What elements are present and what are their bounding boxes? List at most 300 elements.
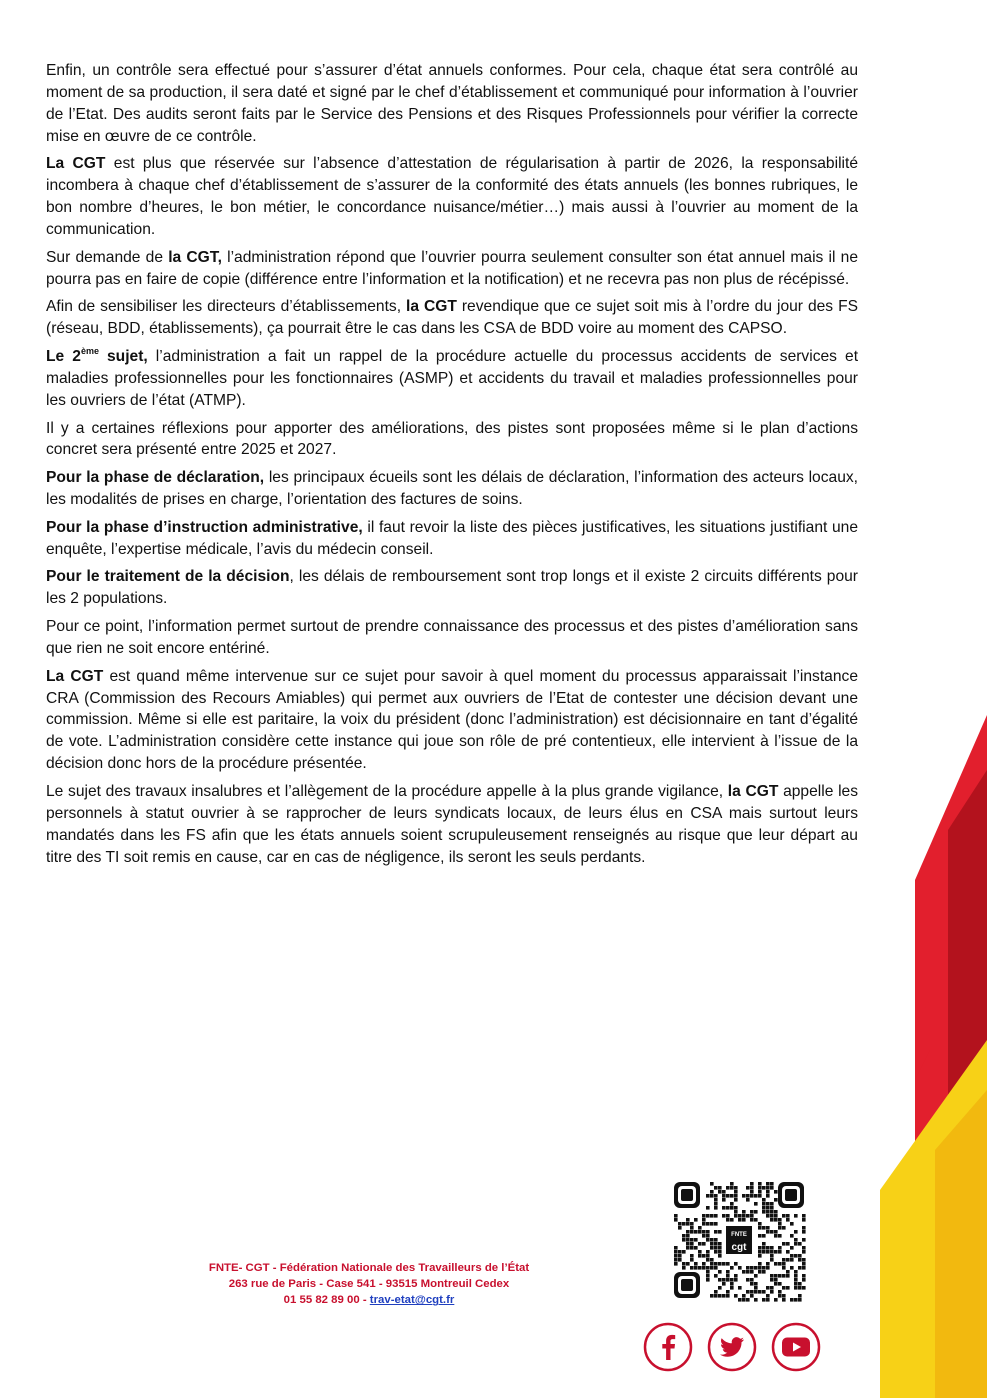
qr-module xyxy=(718,1186,722,1190)
text-segment: appelle les personnels à statut ouvrier à se rapprocher de leurs syndicats locaux, de leurs élus en CSA mais surtout leurs mandatés dans les FS afin que les états annuels soient scrupuleusement renseignés au risque que leur départ au titre des TI soit remis en cause, car en cas de négligence, ils seront les seuls perdants. xyxy=(46,782,859,866)
paragraph-6 xyxy=(46,418,858,462)
qr-module xyxy=(726,1214,730,1218)
qr-module xyxy=(742,1210,746,1214)
qr-module xyxy=(794,1274,798,1278)
qr-module xyxy=(722,1294,726,1298)
paragraph-2 xyxy=(46,153,858,241)
qr-module xyxy=(758,1246,762,1250)
qr-module xyxy=(750,1270,754,1274)
document-body xyxy=(46,60,858,874)
qr-module xyxy=(786,1286,790,1290)
qr-code[interactable] xyxy=(672,1180,808,1302)
qr-module xyxy=(690,1242,694,1246)
text-segment: , les délais de remboursement sont trop longs et il existe 2 circuits différents pour les 2 populations. xyxy=(46,568,858,608)
qr-module xyxy=(714,1222,718,1226)
footer-address: 263 rue de Paris - Case 541 - 93515 Montreuil Cedex xyxy=(228,1278,510,1291)
qr-module xyxy=(758,1290,762,1294)
qr-module xyxy=(758,1254,762,1258)
youtube-icon[interactable] xyxy=(771,1322,821,1372)
qr-module xyxy=(742,1298,746,1302)
qr-module xyxy=(770,1254,774,1258)
qr-module xyxy=(798,1294,802,1298)
paragraph-8 xyxy=(46,517,858,561)
qr-module xyxy=(774,1298,778,1302)
qr-module xyxy=(778,1250,782,1254)
paragraph-7 xyxy=(46,467,858,511)
qr-module xyxy=(786,1270,790,1274)
qr-module xyxy=(786,1258,790,1262)
paragraph-1 xyxy=(46,60,858,148)
qr-module xyxy=(758,1266,762,1270)
qr-module xyxy=(754,1194,758,1198)
qr-module xyxy=(738,1214,742,1218)
qr-module xyxy=(686,1242,690,1246)
qr-module xyxy=(770,1182,774,1186)
qr-module xyxy=(770,1218,774,1222)
bold-text: Pour la phase d’instruction administrative, xyxy=(46,518,363,536)
qr-module xyxy=(778,1274,782,1278)
qr-module xyxy=(750,1214,754,1218)
qr-module xyxy=(758,1182,762,1186)
qr-module xyxy=(778,1222,782,1226)
qr-module xyxy=(734,1206,738,1210)
qr-module xyxy=(798,1242,802,1246)
qr-module xyxy=(710,1238,714,1242)
qr-module xyxy=(730,1278,734,1282)
qr-module xyxy=(746,1198,750,1202)
qr-module xyxy=(766,1250,770,1254)
qr-module xyxy=(714,1186,718,1190)
qr-module xyxy=(674,1214,678,1218)
qr-module xyxy=(754,1202,758,1206)
qr-module xyxy=(702,1254,706,1258)
qr-module xyxy=(770,1290,774,1294)
qr-module xyxy=(710,1214,714,1218)
qr-module xyxy=(678,1250,682,1254)
qr-module xyxy=(726,1270,730,1274)
qr-module xyxy=(686,1246,690,1250)
qr-module xyxy=(734,1274,738,1278)
qr-module xyxy=(706,1214,710,1218)
qr-module xyxy=(714,1214,718,1218)
superscript: ème xyxy=(80,345,99,356)
qr-module xyxy=(790,1234,794,1238)
paragraph-11 xyxy=(46,666,858,776)
qr-module xyxy=(722,1278,726,1282)
qr-module xyxy=(702,1218,706,1222)
qr-module xyxy=(782,1266,786,1270)
qr-module xyxy=(714,1262,718,1266)
qr-module xyxy=(714,1242,718,1246)
qr-module xyxy=(694,1218,698,1222)
qr-module xyxy=(750,1194,754,1198)
qr-module xyxy=(750,1182,754,1186)
qr-module xyxy=(726,1262,730,1266)
qr-module xyxy=(698,1242,702,1246)
qr-module xyxy=(790,1222,794,1226)
qr-module xyxy=(762,1298,766,1302)
qr-module xyxy=(802,1218,806,1222)
qr-module xyxy=(762,1206,766,1210)
qr-module xyxy=(706,1250,710,1254)
qr-module xyxy=(690,1246,694,1250)
qr-module xyxy=(734,1186,738,1190)
qr-module xyxy=(746,1214,750,1218)
qr-module xyxy=(738,1218,742,1222)
text-segment: Sur demande de xyxy=(46,248,169,266)
qr-module xyxy=(718,1278,722,1282)
qr-module xyxy=(722,1198,726,1202)
qr-module xyxy=(702,1266,706,1270)
qr-module xyxy=(782,1214,786,1218)
qr-module xyxy=(782,1286,786,1290)
qr-module xyxy=(750,1282,754,1286)
qr-module xyxy=(726,1194,730,1198)
qr-module xyxy=(734,1190,738,1194)
qr-module xyxy=(690,1230,694,1234)
qr-module xyxy=(774,1190,778,1194)
qr-module xyxy=(714,1246,718,1250)
qr-module xyxy=(726,1218,730,1222)
qr-module xyxy=(714,1194,718,1198)
qr-module xyxy=(694,1266,698,1270)
qr-module xyxy=(770,1286,774,1290)
qr-module xyxy=(674,1218,678,1222)
qr-module xyxy=(726,1294,730,1298)
footer-email-link[interactable]: trav-etat@cgt.fr xyxy=(369,1294,455,1307)
qr-module xyxy=(762,1266,766,1270)
qr-module xyxy=(758,1250,762,1254)
qr-module xyxy=(750,1290,754,1294)
twitter-icon[interactable] xyxy=(707,1322,757,1372)
qr-module xyxy=(802,1258,806,1262)
qr-module xyxy=(726,1274,730,1278)
qr-module xyxy=(774,1210,778,1214)
qr-module xyxy=(730,1194,734,1198)
qr-module xyxy=(762,1270,766,1274)
qr-module xyxy=(710,1266,714,1270)
qr-module xyxy=(714,1266,718,1270)
qr-module xyxy=(710,1190,714,1194)
qr-module xyxy=(774,1262,778,1266)
qr-module xyxy=(718,1294,722,1298)
qr-module xyxy=(802,1274,806,1278)
qr-module xyxy=(802,1214,806,1218)
qr-module xyxy=(690,1254,694,1258)
qr-module xyxy=(682,1266,686,1270)
qr-module xyxy=(770,1246,774,1250)
qr-module xyxy=(710,1246,714,1250)
qr-module xyxy=(746,1290,750,1294)
qr-module xyxy=(778,1294,782,1298)
qr-module xyxy=(750,1218,754,1222)
qr-module xyxy=(674,1246,678,1250)
qr-module xyxy=(734,1198,738,1202)
text-segment: Pour ce point, l’information permet surtout de prendre connaissance des processus et des pistes d’amélioration sans que rien ne soit encore entériné. xyxy=(46,618,858,657)
qr-module xyxy=(722,1262,726,1266)
qr-module xyxy=(690,1226,694,1230)
qr-module xyxy=(706,1194,710,1198)
qr-module xyxy=(794,1214,798,1218)
qr-module xyxy=(774,1230,778,1234)
qr-center-logo xyxy=(724,1224,754,1256)
qr-module xyxy=(786,1250,790,1254)
qr-module xyxy=(726,1278,730,1282)
qr-module xyxy=(726,1206,730,1210)
qr-module xyxy=(750,1186,754,1190)
qr-module xyxy=(730,1182,734,1186)
qr-module xyxy=(766,1246,770,1250)
qr-module xyxy=(678,1222,682,1226)
qr-module xyxy=(686,1222,690,1226)
qr-module xyxy=(682,1234,686,1238)
qr-module xyxy=(738,1298,742,1302)
qr-module xyxy=(746,1194,750,1198)
qr-module xyxy=(794,1238,798,1242)
qr-module xyxy=(694,1262,698,1266)
paragraph-4 xyxy=(46,296,858,340)
qr-module xyxy=(774,1282,778,1286)
qr-module xyxy=(690,1238,694,1242)
qr-module xyxy=(706,1254,710,1258)
qr-module xyxy=(794,1230,798,1234)
qr-module xyxy=(754,1298,758,1302)
qr-module xyxy=(766,1186,770,1190)
qr-module xyxy=(802,1278,806,1282)
qr-module xyxy=(746,1186,750,1190)
qr-module xyxy=(770,1258,774,1262)
paragraph-10 xyxy=(46,616,858,660)
qr-module xyxy=(734,1294,738,1298)
qr-module xyxy=(790,1298,794,1302)
qr-module xyxy=(698,1230,702,1234)
qr-logo-top-text: FNTE xyxy=(731,1232,747,1238)
qr-module xyxy=(766,1214,770,1218)
qr-module xyxy=(702,1214,706,1218)
qr-module xyxy=(718,1270,722,1274)
qr-module xyxy=(734,1210,738,1214)
qr-module xyxy=(690,1258,694,1262)
footer-organization: FNTE- CGT - Fédération Nationale des Travailleurs de l’État xyxy=(208,1262,530,1274)
qr-module xyxy=(686,1234,690,1238)
qr-module xyxy=(790,1266,794,1270)
qr-module xyxy=(758,1186,762,1190)
qr-module xyxy=(758,1194,762,1198)
qr-module xyxy=(698,1250,702,1254)
footer-phone-line xyxy=(188,1292,550,1308)
qr-module xyxy=(738,1286,742,1290)
qr-module xyxy=(742,1270,746,1274)
qr-module xyxy=(742,1218,746,1222)
qr-module xyxy=(710,1222,714,1226)
qr-module xyxy=(718,1286,722,1290)
qr-module xyxy=(770,1230,774,1234)
qr-module xyxy=(766,1206,770,1210)
qr-module xyxy=(686,1218,690,1222)
text-segment: est quand même intervenue sur ce sujet pour savoir à quel moment du processus apparaissait l’instance CRA (Commission des Recours Amiables) qui permet aux ouvriers de l’Etat de contester une décision devant une commission. Même si elle est paritaire, la voix du président (donc l’administration) est décisionnaire en tant d’égalité de vote. L’administration considère cette instance qui joue son rôle de pré contentieux, elle intervient à l’issue de la décision donc hors de la procédure présentée. xyxy=(46,667,858,773)
text-segment: Enfin, un contrôle sera effectué pour s’assurer d’état annuels conformes. Pour cela, chaque état sera contrôlé au moment de sa production, il sera daté et signé par le chef d’établissement et communiqué pour information à l’ouvrier de l’Etat. Des audits seront faits par le Service des Pensions et des Risques Professionnels pour vérifier la correcte mise en œuvre de ce contrôle. xyxy=(46,62,858,145)
text-segment: l’administration répond que l’ouvrier pourra seulement consulter son état annuel mais il ne pourra pas en faire de copie (différence entre l’information et la notification) et ne recevra pas non plus de récépissé. xyxy=(46,248,858,288)
qr-module xyxy=(702,1262,706,1266)
qr-module xyxy=(718,1190,722,1194)
qr-module xyxy=(798,1254,802,1258)
qr-module xyxy=(742,1214,746,1218)
qr-module xyxy=(742,1294,746,1298)
qr-module xyxy=(786,1242,790,1246)
qr-module xyxy=(762,1226,766,1230)
qr-module xyxy=(754,1266,758,1270)
qr-module xyxy=(774,1214,778,1218)
qr-module xyxy=(762,1210,766,1214)
qr-module xyxy=(706,1222,710,1226)
qr-module xyxy=(802,1230,806,1234)
qr-module xyxy=(794,1282,798,1286)
qr-module xyxy=(762,1242,766,1246)
qr-module xyxy=(762,1234,766,1238)
qr-module xyxy=(714,1294,718,1298)
qr-module xyxy=(714,1238,718,1242)
qr-module xyxy=(762,1250,766,1254)
qr-module xyxy=(678,1226,682,1230)
qr-module xyxy=(802,1262,806,1266)
qr-module xyxy=(686,1230,690,1234)
qr-module xyxy=(798,1286,802,1290)
qr-module xyxy=(722,1194,726,1198)
facebook-icon[interactable] xyxy=(643,1322,693,1372)
text-segment: il faut revoir la liste des pièces justificatives, les situations justifiant une enquête, l’expertise médicale, l’avis du médecin conseil. xyxy=(46,518,858,558)
text-segment: Afin de sensibiliser les directeurs d’établissements, xyxy=(46,298,407,316)
qr-module xyxy=(774,1198,778,1202)
qr-module xyxy=(762,1290,766,1294)
bold-text: Pour la phase de déclaration, xyxy=(46,469,265,487)
qr-module xyxy=(734,1278,738,1282)
qr-module xyxy=(686,1262,690,1266)
qr-module xyxy=(778,1234,782,1238)
qr-module xyxy=(694,1238,698,1242)
qr-module xyxy=(718,1250,722,1254)
qr-module xyxy=(782,1262,786,1266)
qr-module xyxy=(702,1234,706,1238)
footer-phone: 01 55 82 89 00 - xyxy=(283,1294,370,1307)
qr-module xyxy=(690,1266,694,1270)
qr-module xyxy=(774,1278,778,1282)
qr-module xyxy=(746,1298,750,1302)
qr-module xyxy=(714,1202,718,1206)
bold-text xyxy=(80,345,99,365)
qr-module xyxy=(730,1206,734,1210)
qr-module xyxy=(730,1218,734,1222)
qr-module xyxy=(798,1258,802,1262)
qr-module xyxy=(758,1226,762,1230)
qr-module xyxy=(758,1190,762,1194)
qr-module xyxy=(766,1190,770,1194)
qr-module xyxy=(730,1282,734,1286)
qr-module xyxy=(722,1206,726,1210)
qr-module xyxy=(710,1182,714,1186)
qr-module xyxy=(782,1274,786,1278)
paragraph-12 xyxy=(46,781,858,869)
qr-module xyxy=(706,1234,710,1238)
qr-module xyxy=(794,1298,798,1302)
qr-module xyxy=(706,1266,710,1270)
qr-module xyxy=(682,1262,686,1266)
qr-module xyxy=(750,1278,754,1282)
qr-module xyxy=(734,1194,738,1198)
text-segment: les principaux écueils sont les délais de déclaration, l’information des acteurs locaux, les modalités de prises en charge, l’orientation des factures de soins. xyxy=(46,469,858,509)
qr-module xyxy=(790,1246,794,1250)
qr-module xyxy=(794,1278,798,1282)
qr-module xyxy=(794,1254,798,1258)
qr-module xyxy=(734,1262,738,1266)
qr-module xyxy=(762,1246,766,1250)
qr-module xyxy=(802,1246,806,1250)
qr-module xyxy=(766,1210,770,1214)
qr-module xyxy=(718,1254,722,1258)
qr-module xyxy=(766,1266,770,1270)
qr-module xyxy=(762,1198,766,1202)
qr-module xyxy=(714,1230,718,1234)
qr-module xyxy=(802,1250,806,1254)
qr-module xyxy=(742,1194,746,1198)
qr-module xyxy=(770,1214,774,1218)
qr-module xyxy=(730,1202,734,1206)
bold-text: Pour le traitement de la décision xyxy=(46,568,290,586)
qr-module xyxy=(754,1282,758,1286)
qr-module xyxy=(790,1258,794,1262)
qr-module xyxy=(718,1230,722,1234)
qr-module xyxy=(774,1218,778,1222)
text-segment: Il y a certaines réflexions pour apporter des améliorations, des pistes sont proposées même si le plan d’actions concret sera présenté entre 2025 et 2027. xyxy=(46,419,858,459)
qr-module xyxy=(754,1274,758,1278)
text-segment: revendique que ce sujet soit mis à l’ordre du jour des FS (réseau, BDD, établissements), ça pourrait être le cas dans les CSA de BDD voire au moment des CAPSO. xyxy=(46,298,858,338)
qr-module xyxy=(778,1262,782,1266)
qr-module xyxy=(706,1238,710,1242)
qr-module xyxy=(786,1218,790,1222)
qr-module xyxy=(682,1250,686,1254)
qr-module xyxy=(738,1266,742,1270)
qr-module xyxy=(698,1254,702,1258)
qr-module xyxy=(678,1258,682,1262)
qr-module xyxy=(710,1258,714,1262)
bold-text: la CGT xyxy=(727,782,779,800)
qr-module xyxy=(786,1214,790,1218)
qr-module xyxy=(710,1242,714,1246)
qr-module xyxy=(766,1294,770,1298)
qr-module xyxy=(714,1250,718,1254)
qr-module xyxy=(754,1218,758,1222)
qr-module xyxy=(706,1258,710,1262)
qr-module xyxy=(730,1266,734,1270)
qr-module xyxy=(746,1270,750,1274)
qr-module xyxy=(754,1290,758,1294)
qr-module xyxy=(702,1230,706,1234)
qr-module xyxy=(794,1270,798,1274)
qr-module xyxy=(778,1226,782,1230)
qr-module xyxy=(802,1238,806,1242)
qr-module xyxy=(674,1262,678,1266)
qr-module xyxy=(758,1270,762,1274)
qr-module xyxy=(698,1266,702,1270)
qr-module xyxy=(714,1206,718,1210)
qr-module xyxy=(682,1238,686,1242)
qr-module xyxy=(770,1278,774,1282)
bold-text: sujet, xyxy=(98,348,148,366)
qr-module xyxy=(778,1282,782,1286)
qr-module xyxy=(766,1298,770,1302)
text-segment: l’administration a fait un rappel de la procédure actuelle du processus accidents de services et maladies professionnelles pour les fonctionnaires (ASMP) et accidents du travail et maladies professionnelles pour les ouvriers de l’état (ATMP). xyxy=(46,348,859,409)
qr-module xyxy=(722,1214,726,1218)
qr-logo-bottom-text: cgt xyxy=(731,1242,747,1253)
